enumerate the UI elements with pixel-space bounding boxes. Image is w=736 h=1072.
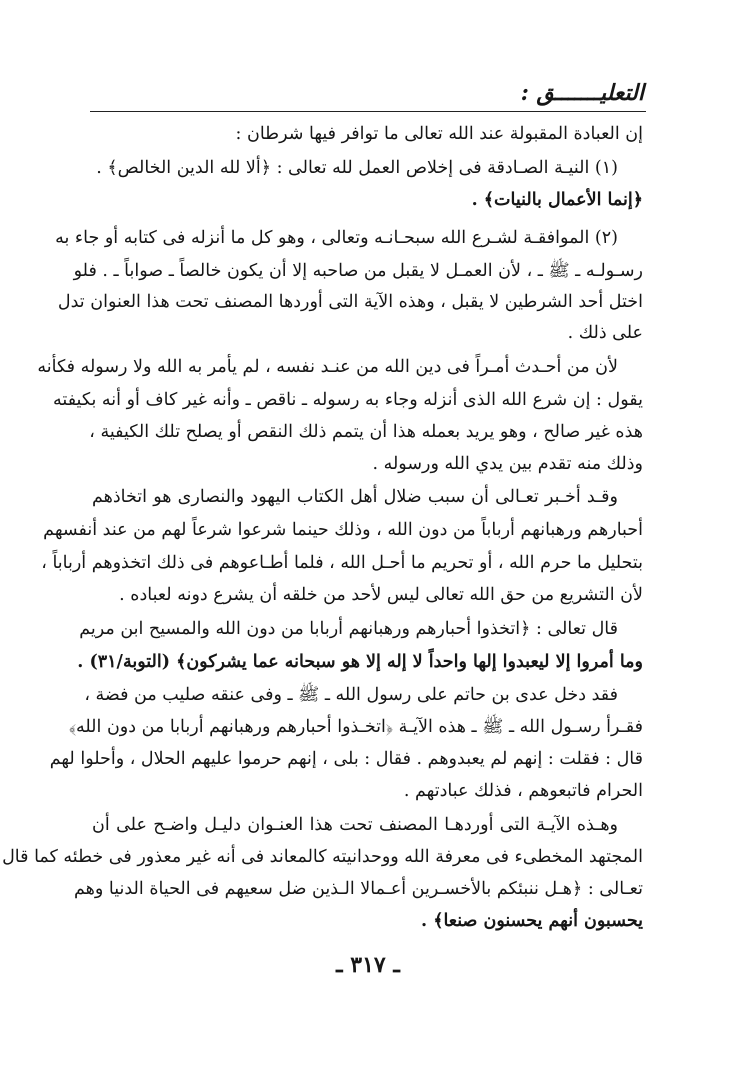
text-line: لأن التشريع من حق الله تعالى ليس لأحد من خلقه أن يشرع دونه لعباده . [119, 585, 643, 605]
text-line: اختل أحد الشرطين لا يقبل ، وهذه الآية التى أوردها المصنف تحت هذا العنوان تدل [57, 292, 643, 312]
text-line: (١) النيـة الصـادقة فى إخلاص العمل لله تعالى : ﴿ألا لله الدين الخالص﴾ . [96, 158, 618, 178]
text-line: ﴿إنما الأعمال بالنيات﴾ . [471, 190, 643, 210]
text-line: فقد دخل عدى بن حاتم على رسول الله ـ ﷺ ـ وفى عنقه صليب من فضة ، [84, 685, 618, 705]
text-line: يقول : إن شرع الله الذى أنزله وجاء به رسوله ـ ناقص ـ وأنه غير كاف أو أنه بكيفته [53, 390, 643, 410]
text-line: (٢) الموافقـة لشـرع الله سبحـانـه وتعالى ، وهو كل ما أنزله فى كتابه أو جاء به [55, 228, 618, 248]
text-line: وهـذه الآيـة التى أوردهـا المصنف تحت هذا العنـوان دليـل واضـح على أن [92, 815, 618, 835]
text-line: المجتهد المخطىء فى معرفة الله ووحدانيته كالمعاند فى أنه غير معذور فى خطئه كما قال [2, 847, 643, 867]
text-line: تعـالى : ﴿هـل ننبئكم بالأخسـرين أعـمالا الـذين ضل سعيهم فى الحياة الدنيا وهم [74, 879, 643, 899]
text-line: أحبارهم ورهبانهم أرباباً من دون الله ، وذلك حينما شرعوا شرعاً لهم من عند أنفسهم [43, 520, 643, 540]
text-line: يحسبون أنهم يحسنون صنعا﴾ . [421, 911, 643, 931]
text-line: هذه غير صالح ، وهو يريد بعمله هذا أن يتمم ذلك النقص أو يصلح تلك الكيفية ، [89, 422, 643, 442]
text-line: وذلك منه تقدم بين يدي الله ورسوله . [372, 454, 643, 474]
text-line: قال : فقلت : إنهم لم يعبدوهم . فقال : بلى ، إنهم حرموا عليهم الحلال ، وأحلوا لهم [49, 749, 643, 769]
heading-rule [90, 111, 646, 112]
text-line: فقـرأ رسـول الله ـ ﷺ ـ هذه الآيـة ﴿اتخـذوا أحبارهم ورهبانهم أربابا من دون الله﴾ [68, 717, 643, 737]
text-line: على ذلك . [567, 323, 643, 343]
page-number: ـ ٣١٧ ـ [336, 952, 400, 978]
text-line: وما أمروا إلا ليعبدوا إلها واحداً لا إله إلا هو سبحانه عما يشركون﴾ (التوبة/٣١) . [77, 652, 643, 672]
text-line: بتحليل ما حرم الله ، أو تحريم ما أحـل الله ، فلما أطـاعوهم فى ذلك اتخذوهم أرباباً ، [41, 553, 643, 573]
text-line: إن العبادة المقبولة عند الله تعالى ما توافر فيها شرطان : [235, 124, 643, 144]
page-heading: التعليـــــــق : [520, 80, 644, 106]
text-line: الحرام فاتبعوهم ، فذلك عبادتهم . [403, 781, 643, 801]
text-line: رسـولـه ـ ﷺ ـ ، لأن العمـل لا يقبل من صاحبه إلا أن يكون خالصاً ـ صواباً ـ . فلو [73, 261, 643, 281]
text-line: وقـد أخـبر تعـالى أن سبب ضلال أهل الكتاب اليهود والنصارى هو اتخاذهم [92, 487, 618, 507]
text-line: لأن من أحـدث أمـراً فى دين الله من عنـد نفسه ، لم يأمر به الله ولا رسوله فكأنه [37, 357, 618, 377]
text-line: قال تعالى : ﴿اتخذوا أحبارهم ورهبانهم أربابا من دون الله والمسيح ابن مريم [79, 619, 618, 639]
